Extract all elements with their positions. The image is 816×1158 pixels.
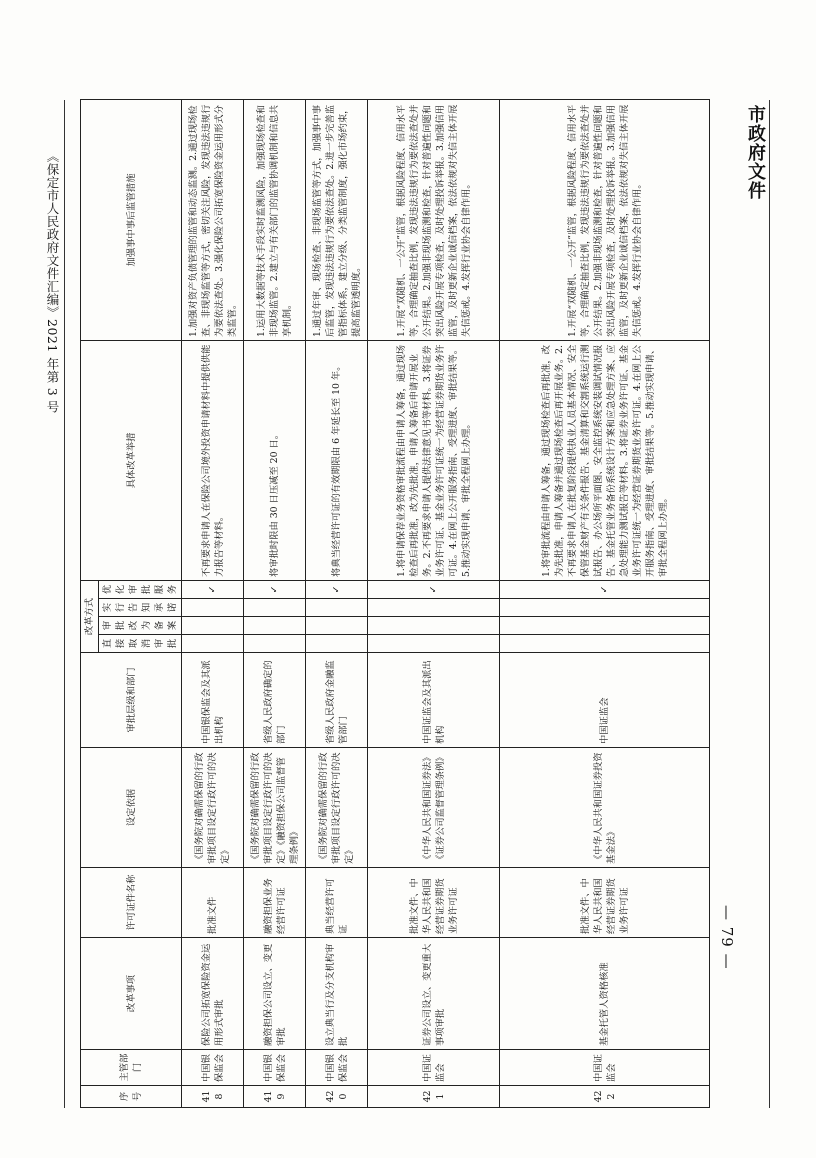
cell-supervision: 1.通过年审、现场检查、非现场监管等方式，加强事中事后监管，发现违法违规行为要依法查处。2.进一步完善监管指标体系，建立分级、分类监管制度，强化市场约束，提高监管透明度。 — [306, 99, 368, 340]
cell-basis: 《国务院对确需保留的行政审批项目设定行政许可的决定》 — [306, 748, 368, 868]
cell-seq: 421 — [368, 1086, 500, 1108]
reform-table — [80, 99, 710, 1108]
cell-level: 省级人民政府确定的部门 — [244, 653, 306, 748]
cell-cert: 融资担保业务经营许可证 — [244, 868, 306, 938]
check-mark: ✓ — [244, 580, 306, 598]
col-header-item: 改革事项 — [81, 938, 182, 1050]
col-header-mode: 改革方式 — [81, 580, 99, 652]
cell-seq: 419 — [244, 1086, 306, 1108]
section-title: 市政府文件 — [745, 105, 766, 200]
cell-seq: 420 — [306, 1086, 368, 1108]
col-header-cert: 许可证件名称 — [81, 868, 182, 938]
cell-level: 中国银保监会及其派出机构 — [182, 653, 244, 748]
cell-item: 设立典当行及分支机构审批 — [306, 938, 368, 1050]
cell-dept: 中国银保监会 — [182, 1050, 244, 1086]
col-header-mode-filing: 审批改为备案 — [99, 617, 182, 635]
col-header-measures: 具体改革举措 — [81, 340, 182, 580]
cell-mode-filing — [182, 617, 244, 635]
cell-dept: 中国证监会 — [500, 1050, 710, 1086]
cell-mode-cancel — [500, 635, 710, 653]
cell-basis: 《国务院对确需保留的行政审批项目设定行政许可的决定》《融资担保公司监督管理条例》 — [244, 748, 306, 868]
cell-mode-filing — [306, 617, 368, 635]
table-header-row — [81, 99, 99, 1107]
cell-dept: 中国银保监会 — [244, 1050, 306, 1086]
cell-mode-cancel — [368, 635, 500, 653]
cell-supervision: 1.运用大数据等技术手段实时监测风险，加强现场检查和非现场监管。2.建立与有关部门的监管协调机制和信息共享机制。 — [244, 99, 306, 340]
cell-basis: 《国务院对确需保留的行政审批项目设定行政许可的决定》 — [182, 748, 244, 868]
page-number: — 79 — — [718, 905, 736, 970]
col-header-mode-cancel: 直接取消审批 — [99, 635, 182, 653]
header-rule-left — [64, 100, 65, 1108]
cell-cert: 典当经营许可证 — [306, 868, 368, 938]
col-header-level: 审批层级和部门 — [81, 653, 182, 748]
document-header-title: 《保定市人民政府文件汇编》2021 年第 3 号 — [45, 150, 60, 414]
cell-level: 中国证监会及其派出机构 — [368, 653, 500, 748]
cell-level: 省级人民政府金融监管部门 — [306, 653, 368, 748]
cell-measures: 1.将申请保荐业务资格审批流程由申请人筹备，通过现场检查后再批准，改为先批准，申请人筹备后申请开展业务。2.不再要求申请人提供法律意见书等材料。3.将证券业务许可证、基金业务许可证统一为经营证券期货业务许可证。4.在网上公开服务指南、受理进度、审批结果等。5.推动实现申请、审批全程网上办理。 — [368, 340, 500, 580]
cell-item: 基金托管人资格核准 — [500, 938, 710, 1050]
cell-mode-notify — [368, 599, 500, 617]
col-header-supervision: 加强事中事后监管措施 — [81, 99, 182, 340]
check-mark: ✓ — [500, 580, 710, 598]
col-header-mode-optimize: 优化审批服务 — [99, 580, 182, 598]
cell-measures: 将审批时限由 30 日压减至 20 日。 — [244, 340, 306, 580]
cell-dept: 中国证监会 — [368, 1050, 500, 1086]
col-header-mode-notify: 实行告知承诺 — [99, 599, 182, 617]
table-row — [244, 99, 306, 1107]
cell-item: 保险公司拓宽保险资金运用形式审批 — [182, 938, 244, 1050]
cell-level: 中国证监会 — [500, 653, 710, 748]
col-header-seq: 序号 — [81, 1086, 182, 1108]
cell-dept: 中国银保监会 — [306, 1050, 368, 1086]
cell-supervision: 1.开展“双随机、一公开”监管，根据风险程度、信用水平等，合理确定抽查比例，发现违法违规行为要依法查处并公开结果。2.加强非现场监测和检查，针对普遍性问题和突出风险开展专项检查，及时处理投诉举报。3.加强信用监管，及时更新企业诚信档案，依法依规对失信主体开展失信惩戒。4.发挥行业协会自律作用。 — [500, 99, 710, 340]
cell-seq: 418 — [182, 1086, 244, 1108]
cell-mode-cancel — [244, 635, 306, 653]
cell-supervision: 1.开展“双随机、一公开”监管，根据风险程度、信用水平等，合理确定抽查比例，发现违法违规行为要依法查处并公开结果。2.加强非现场监测和检查，针对普遍性问题和突出风险开展专项检查，及时处理投诉举报。3.加强信用监管，及时更新企业诚信档案，依法依规对失信主体开展失信惩戒。4.发挥行业协会自律作用。 — [368, 99, 500, 340]
table-row — [306, 99, 368, 1107]
cell-mode-notify — [182, 599, 244, 617]
cell-measures: 1.将审批流程由申请人筹备，通过现场检查后再批准，改为先批准，申请人筹备并通过现场检查后再开展业务。2.不再要求申请人在批复阶段提供执业人员基本情况、安全保管基金财产有关条件报告、基金清算和交割系统运行测试报告、办公场所平面图、安全监控系统安装调试情况报告、基金托管业务备份系统设计方案和应急处理方案、应急处理能力测试报告等材料。3.将证券业务许可证、基金业务许可证统一为经营证券期货业务许可证。4.在网上公开服务指南、受理进度、审批结果等。5.推动实现申请、审批全程网上办理。 — [500, 340, 710, 580]
cell-cert: 批准文件、中华人民共和国经营证券期货业务许可证 — [368, 868, 500, 938]
cell-mode-filing — [368, 617, 500, 635]
table-row — [500, 99, 710, 1107]
cell-basis: 《中华人民共和国证券投资基金法》 — [500, 748, 710, 868]
cell-item: 证券公司设立、变更重大事项审批 — [368, 938, 500, 1050]
cell-mode-filing — [244, 617, 306, 635]
cell-measures: 不再要求申请人在保险公司境外投资申请材料中提供供能力报告等材料。 — [182, 340, 244, 580]
check-mark: ✓ — [368, 580, 500, 598]
rotated-table-container — [80, 100, 720, 1108]
header-rule-right — [769, 100, 770, 1108]
cell-basis: 《中华人民共和国证券法》《证券公司监督管理条例》 — [368, 748, 500, 868]
cell-mode-cancel — [182, 635, 244, 653]
col-header-dept: 主管部门 — [81, 1050, 182, 1086]
cell-measures: 将典当经营许可证的有效期限由 6 年延长至 10 年。 — [306, 340, 368, 580]
cell-mode-notify — [500, 599, 710, 617]
check-mark: ✓ — [182, 580, 244, 598]
cell-mode-cancel — [306, 635, 368, 653]
cell-supervision: 1.加强对资产负债管理的监管和动态监测。2.通过现场检查、非现场监管等方式，密切关注风险，发现违法违规行为要依法查处。3.强化保险公司拓宽保险资金运用形式分类监管。 — [182, 99, 244, 340]
col-header-basis: 设定依据 — [81, 748, 182, 868]
cell-cert: 批准文件、中华人民共和国经营证券期货业务许可证 — [500, 868, 710, 938]
cell-mode-notify — [244, 599, 306, 617]
table-row — [182, 99, 244, 1107]
cell-mode-notify — [306, 599, 368, 617]
cell-seq: 422 — [500, 1086, 710, 1108]
cell-cert: 批准文件 — [182, 868, 244, 938]
cell-item: 融资担保公司设立、变更审批 — [244, 938, 306, 1050]
cell-mode-filing — [500, 617, 710, 635]
check-mark: ✓ — [306, 580, 368, 598]
table-row — [368, 99, 500, 1107]
